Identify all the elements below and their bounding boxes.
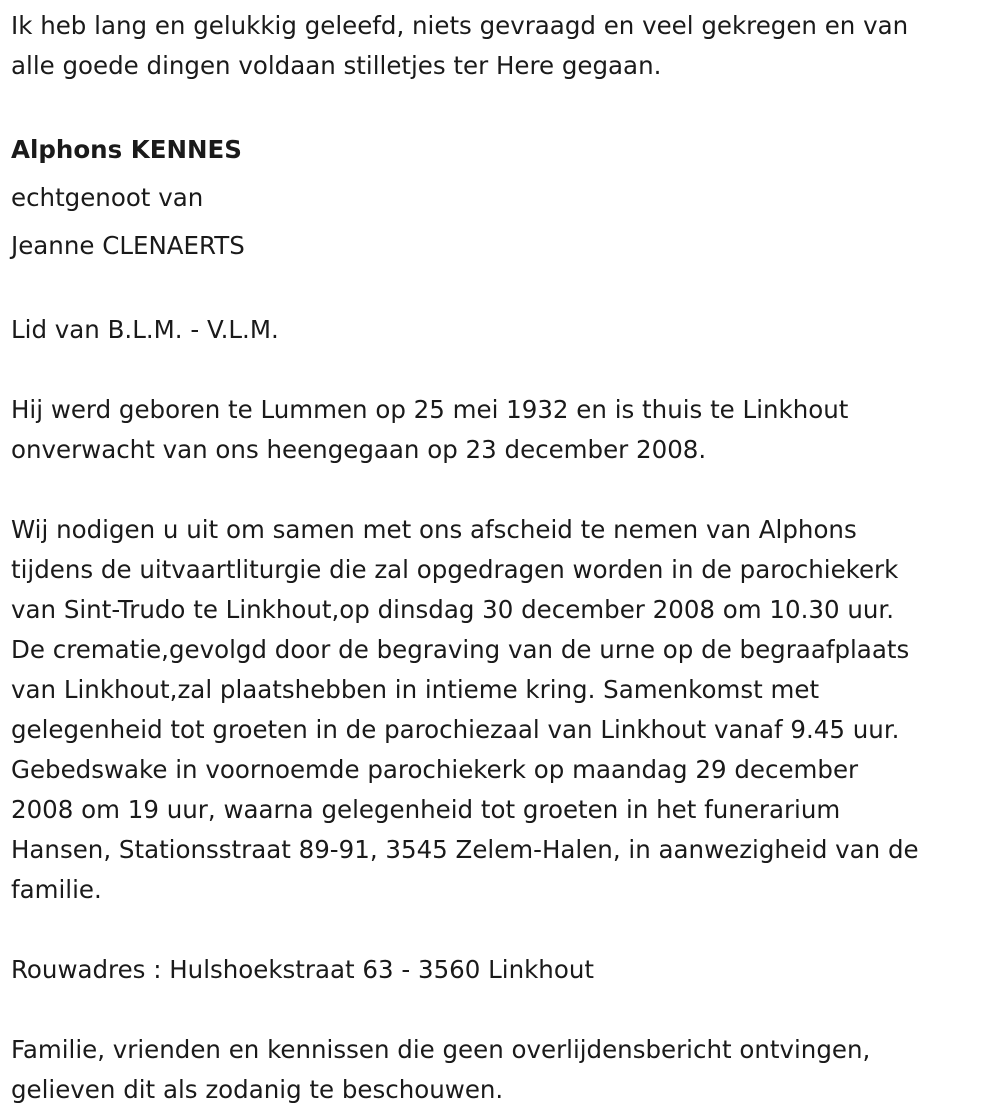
spacer [11,86,996,126]
spacer [11,910,996,950]
paragraph-line: van Sint-Trudo te Linkhout,op dinsdag 30 december 2008 om 10.30 uur. [11,595,895,624]
paragraph-line: onverwacht van ons heengegaan op 23 december 2008. [11,435,707,464]
paragraph-line: Hij werd geboren te Lummen op 25 mei 1932 en is thuis te Linkhout [11,395,849,424]
membership-text: Lid van B.L.M. - V.L.M. [11,315,279,344]
paragraph-line: gelieven dit als zodanig te beschouwen. [11,1075,504,1104]
spacer [11,350,996,390]
relation-text: echtgenoot van [11,183,204,212]
spacer [11,990,996,1030]
epigraph-line: alle goede dingen voldaan stilletjes ter Here gegaan. [11,51,662,80]
deceased-block [11,126,996,270]
paragraph-line: familie. [11,875,102,904]
paragraph-line: 2008 om 19 uur, waarna gelegenheid tot groeten in het funerarium [11,795,841,824]
paragraph-line: Gebedswake in voornoemde parochiekerk op maandag 29 december [11,755,859,784]
ceremony-paragraph [11,510,996,910]
paragraph-line: De crematie,gevolgd door de begraving van de urne op de begraafplaats [11,635,910,664]
spacer [11,470,996,510]
paragraph-line: van Linkhout,zal plaatshebben in intieme kring. Samenkomst met [11,675,820,704]
paragraph-line: tijdens de uitvaartliturgie die zal opgedragen worden in de parochiekerk [11,555,899,584]
obituary-notice [11,6,996,1110]
spouse-name: Jeanne CLENAERTS [11,231,245,260]
birth-death-paragraph [11,390,996,470]
mourning-address-text: Rouwadres : Hulshoekstraat 63 - 3560 Linkhout [11,955,594,984]
paragraph-line: gelegenheid tot groeten in de parochiezaal van Linkhout vanaf 9.45 uur. [11,715,900,744]
mourning-address [11,950,996,990]
membership [11,310,996,350]
epigraph [11,6,996,86]
deceased-name: Alphons KENNES [11,135,242,164]
spacer [11,270,996,310]
paragraph-line: Wij nodigen u uit om samen met ons afscheid te nemen van Alphons [11,515,857,544]
closing-paragraph [11,1030,996,1110]
paragraph-line: Familie, vrienden en kennissen die geen overlijdensbericht ontvingen, [11,1035,871,1064]
epigraph-line: Ik heb lang en gelukkig geleefd, niets gevraagd en veel gekregen en van [11,11,909,40]
paragraph-line: Hansen, Stationsstraat 89-91, 3545 Zelem-Halen, in aanwezigheid van de [11,835,919,864]
